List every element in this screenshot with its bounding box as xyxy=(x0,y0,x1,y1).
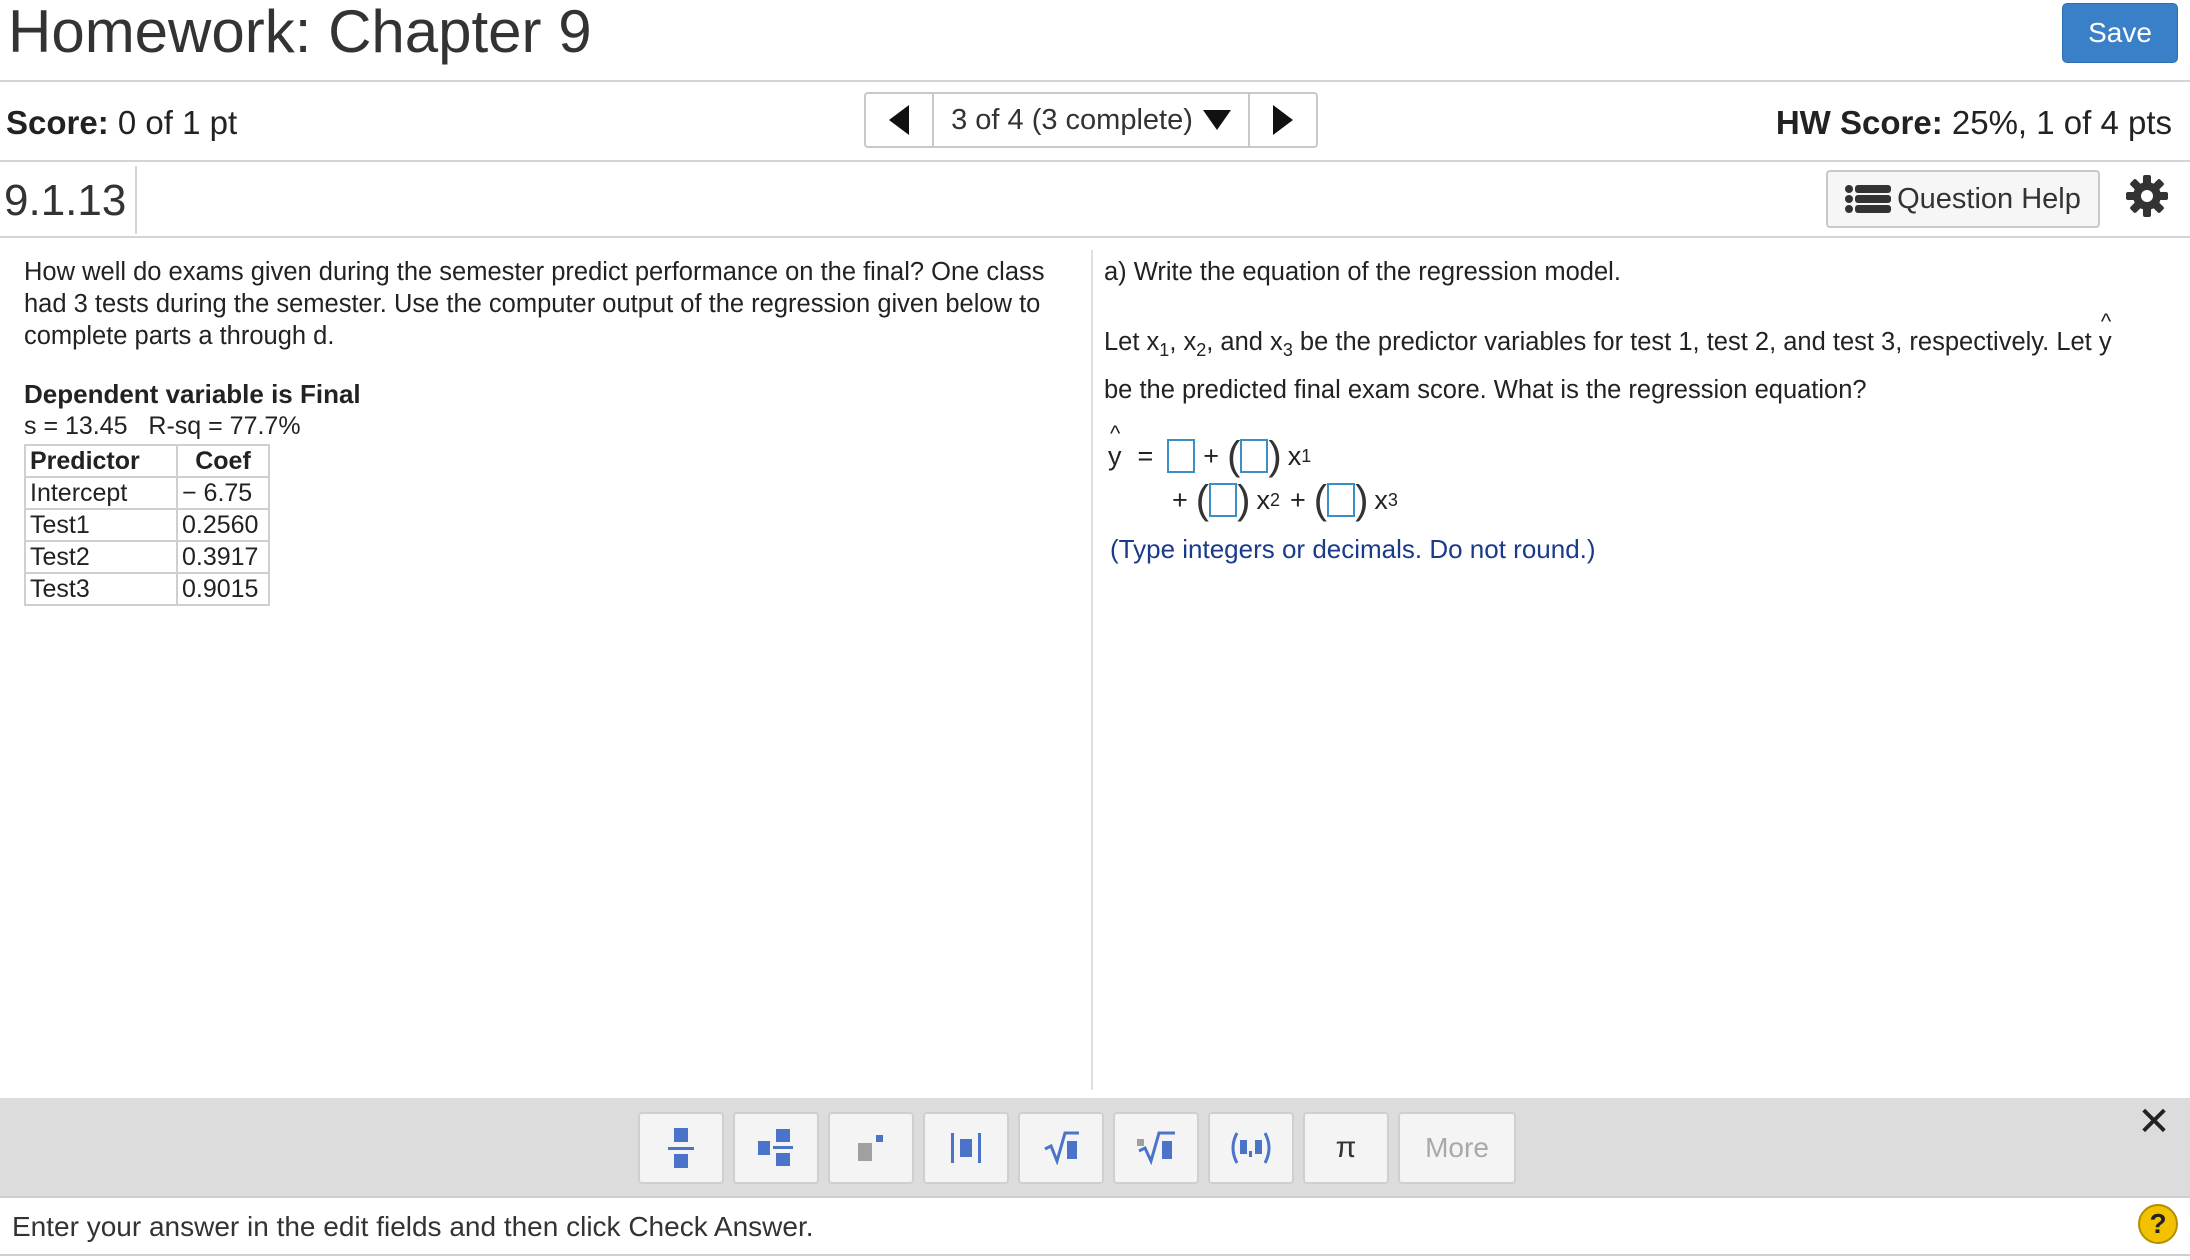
question-navigator xyxy=(864,92,1318,148)
ordered-pair-button[interactable] xyxy=(1208,1112,1294,1184)
problem-intro: How well do exams given during the semester predict performance on the final? One class had 3 tests during the semester. Use the computer output of the regression given below to complete parts a through d. xyxy=(24,258,1045,350)
fraction-button[interactable] xyxy=(638,1112,724,1184)
next-question-button[interactable] xyxy=(1248,94,1316,146)
table-header-row xyxy=(25,445,269,477)
plus-sign: + xyxy=(1289,484,1306,515)
text-fragment: be the predictor variables for test 1, test 2, and test 3, respectively. Let xyxy=(1292,328,2099,356)
bottom-divider xyxy=(0,1254,2190,1256)
x-variable: x xyxy=(1256,484,1270,515)
panel-divider xyxy=(1091,250,1093,1090)
score-divider xyxy=(0,160,2190,162)
hw-score-display xyxy=(1776,104,2172,142)
table-cell: 0.3917 xyxy=(177,541,269,573)
answer-hint: (Type integers or decimals. Do not round.) xyxy=(1110,534,1596,564)
y-hat-symbol: ^ y xyxy=(1108,441,1122,472)
help-icon[interactable]: ? xyxy=(2138,1204,2178,1244)
subscript: 3 xyxy=(1282,340,1293,361)
pi-button[interactable] xyxy=(1303,1112,1389,1184)
table-cell: Test2 xyxy=(25,541,177,573)
pi-icon: π xyxy=(1335,1131,1357,1164)
dependent-variable: Dependent variable is Final xyxy=(24,379,361,409)
table-row xyxy=(25,541,269,573)
list-icon xyxy=(1845,184,1891,214)
table-cell: Test1 xyxy=(25,509,177,541)
score-value: 0 of 1 pt xyxy=(117,104,238,141)
plus-sign: + xyxy=(1172,484,1188,515)
question-select[interactable] xyxy=(934,94,1248,146)
table-row xyxy=(25,573,269,605)
paren-close: ) xyxy=(1355,478,1369,522)
nth-root-button[interactable] xyxy=(1113,1112,1199,1184)
table-cell: 0.9015 xyxy=(177,573,269,605)
table-cell: Intercept xyxy=(25,477,177,509)
equation-line-2 xyxy=(1172,480,1398,520)
absolute-value-icon xyxy=(951,1131,981,1165)
mixed-number-icon xyxy=(758,1126,794,1170)
question-help-label: Question Help xyxy=(1897,182,2081,215)
test1-coef-input[interactable] xyxy=(1240,439,1268,473)
coef-header: Coef xyxy=(177,445,269,477)
test2-coef-input[interactable] xyxy=(1209,483,1237,517)
text-fragment: Let x xyxy=(1104,328,1160,356)
score-label: Score: xyxy=(6,104,109,141)
paren-open: ( xyxy=(1195,478,1210,522)
table-row xyxy=(25,509,269,541)
absolute-value-button[interactable] xyxy=(923,1112,1009,1184)
header-divider xyxy=(0,80,2190,82)
previous-question-button[interactable] xyxy=(866,94,934,146)
table-cell: − 6.75 xyxy=(177,477,269,509)
mixed-number-button[interactable] xyxy=(733,1112,819,1184)
paren-open: ( xyxy=(1313,478,1328,522)
subscript: 1 xyxy=(1159,340,1170,361)
question-select-label: 3 of 4 (3 complete) xyxy=(951,103,1193,136)
question-number: 9.1.13 xyxy=(4,176,127,225)
square-root-button[interactable] xyxy=(1018,1112,1104,1184)
variable-definition xyxy=(1104,322,2164,410)
equals-sign: = xyxy=(1137,440,1154,471)
plus-sign: + xyxy=(1203,440,1220,471)
paren-open: ( xyxy=(1227,434,1241,478)
hw-score-label: HW Score: xyxy=(1775,104,1943,141)
subscript: 1 xyxy=(1301,445,1312,466)
x-variable: x xyxy=(1374,484,1388,515)
table-row xyxy=(25,477,269,509)
hw-score-value: 25%, 1 of 4 pts xyxy=(1951,104,2172,141)
exponent-icon xyxy=(858,1133,884,1163)
question-number-separator xyxy=(135,166,137,234)
text-fragment: , and x xyxy=(1206,328,1283,356)
answer-panel xyxy=(1104,256,2164,410)
table-cell: Test3 xyxy=(25,573,177,605)
table-cell: 0.2560 xyxy=(177,509,269,541)
question-divider xyxy=(0,236,2190,238)
math-toolbar xyxy=(0,1098,2190,1196)
page-title: Homework: Chapter 9 xyxy=(8,0,592,65)
status-message: Enter your answer in the edit fields and then click Check Answer. xyxy=(12,1211,814,1242)
close-icon[interactable]: ✕ xyxy=(2137,1100,2171,1144)
part-a-prompt: a) Write the equation of the regression model. xyxy=(1104,258,1621,286)
gear-icon[interactable] xyxy=(2126,175,2168,217)
save-button[interactable]: Save xyxy=(2062,3,2178,63)
square-root-icon xyxy=(1043,1131,1079,1165)
test3-coef-input[interactable] xyxy=(1327,483,1355,517)
ordered-pair-icon xyxy=(1229,1131,1273,1165)
paren-close: ) xyxy=(1268,434,1282,478)
y-hat-symbol: ^ y xyxy=(2099,322,2112,362)
score-display xyxy=(6,104,237,142)
paren-close: ) xyxy=(1237,478,1251,522)
coefficient-table xyxy=(24,444,270,606)
caret-down-icon xyxy=(1203,110,1231,130)
nth-root-icon xyxy=(1137,1131,1175,1165)
regression-stats: s = 13.45 R-sq = 77.7% xyxy=(24,412,301,440)
fraction-icon xyxy=(668,1126,694,1170)
more-button[interactable]: More xyxy=(1398,1112,1516,1184)
x-variable: x xyxy=(1287,440,1302,471)
subscript: 2 xyxy=(1269,489,1280,510)
text-fragment: , x xyxy=(1169,328,1197,356)
subscript: 2 xyxy=(1196,340,1207,361)
problem-statement-panel xyxy=(24,256,1074,606)
question-help-button[interactable] xyxy=(1826,170,2100,228)
left-arrow-icon xyxy=(889,105,909,135)
exponent-button[interactable] xyxy=(828,1112,914,1184)
equation-line-1 xyxy=(1108,436,1311,476)
intercept-input[interactable] xyxy=(1167,439,1195,473)
right-arrow-icon xyxy=(1273,105,1293,135)
text-fragment: be the predicted final exam score. What is the regression equation? xyxy=(1104,376,1867,405)
subscript: 3 xyxy=(1387,489,1398,510)
predictor-header: Predictor xyxy=(25,445,177,477)
